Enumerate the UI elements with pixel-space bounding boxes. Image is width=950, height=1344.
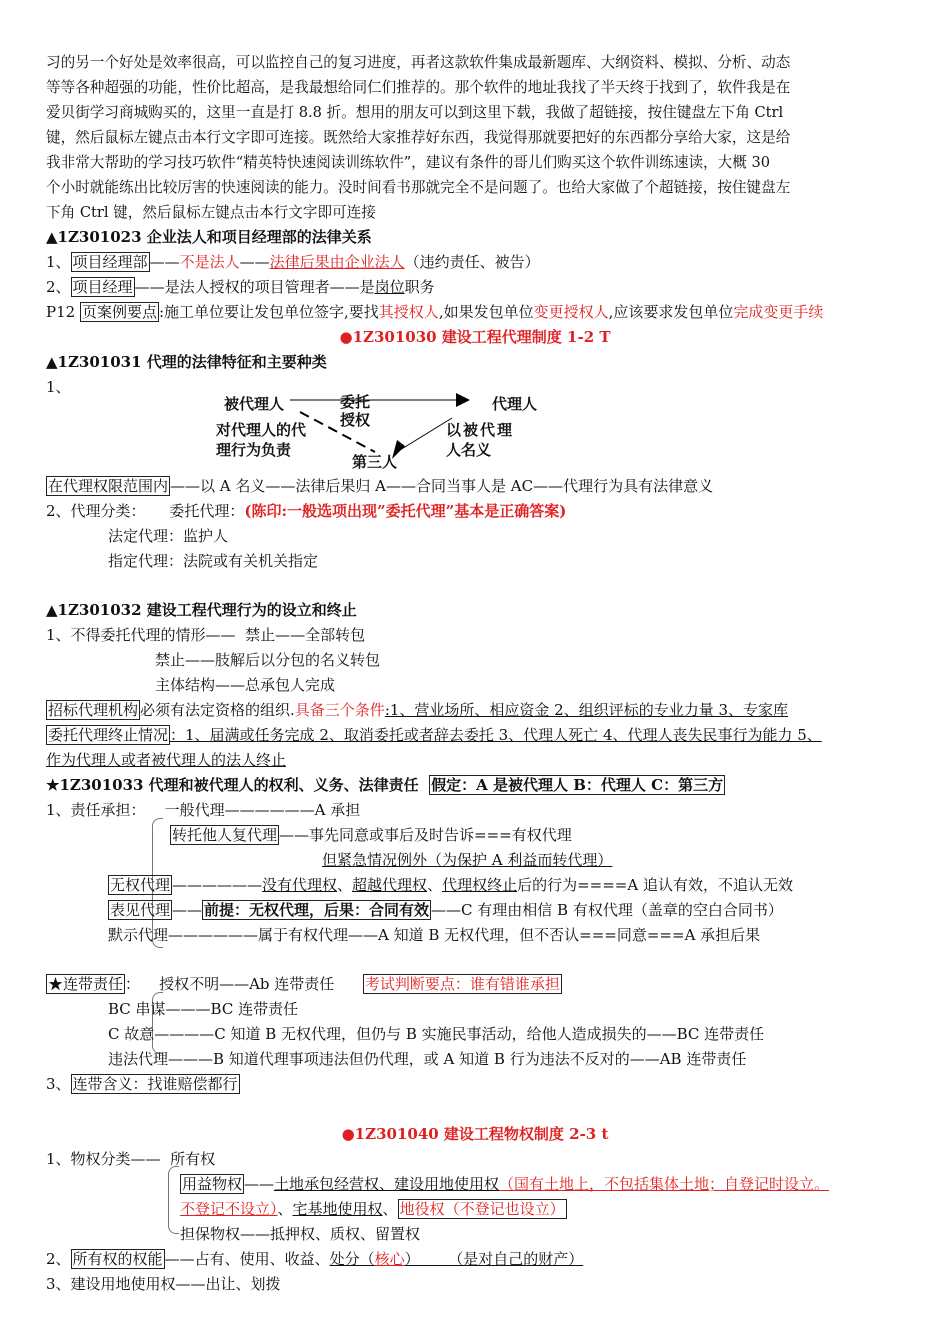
list-item: 3、建设用地使用权——出让、划拨 <box>46 1275 281 1293</box>
section-heading: ▲1Z301032 建设工程代理行为的设立和终止 <box>46 601 357 619</box>
list-item: 招标代理机构 必须有法定资格的组织.具备三个条件:1、营业场所、相应资金 2、组织评标的专业力量 3、专家库 <box>48 701 789 719</box>
entrust-label: 委托 <box>340 393 371 411</box>
list-item: 指定代理：法院或有关机关指定 <box>108 552 319 570</box>
list-item: 默示代理——————属于有权代理——A 知道 B 无权代理，但不否认===同意===A 承担后果 <box>108 926 761 944</box>
list-item: 不登记不设立）、宅基地使用权、 地役权（不登记也设立） <box>180 1200 565 1218</box>
in-name-label: 人名义 <box>446 441 492 459</box>
list-item: 2、 项目经理 ——是法人授权的项目管理者——是岗位职务 <box>46 278 435 296</box>
paragraph-line: 我非常大帮助的学习技巧软件“精英特快速阅读训练软件”，建议有条件的哥儿们购买这个软件训练速读，大概 30 <box>46 154 771 171</box>
section-heading: ▲1Z301031 代理的法律特征和主要种类 <box>46 353 327 371</box>
list-item: 3、 连带含义：找谁赔偿都行 <box>46 1075 238 1093</box>
list-item: 无权代理 ——————没有代理权、超越代理权、代理权终止后的行为====A 追认有效，不追认无效 <box>110 876 793 894</box>
list-number: 1、 <box>46 378 71 396</box>
case-note: P12 页案例要点 :施工单位要让发包单位签字,要找其授权人,如果发包单位变更授权人,应该要求发包单位完成变更手续 <box>46 303 824 321</box>
list-item: 1、不得委托代理的情形—— 禁止——全部转包 <box>46 626 366 644</box>
bracket <box>168 1166 179 1234</box>
list-item: 表见代理 —— 前提：无权代理，后果：合同有效 ——C 有理由相信 B 有权代理（盖章的空白合同书） <box>110 901 783 919</box>
list-item: ★连带责任 ： 授权不明——Ab 连带责任 考试判断要点：谁有错谁承担 <box>48 975 560 993</box>
list-item: 1、 项目经理部 ——不是法人——法律后果由企业法人（违约责任、被告） <box>46 253 540 271</box>
list-item: 用益物权 ——土地承包经营权、建设用地使用权（国有土地上，不包括集体土地；自登记时设立。 <box>182 1175 830 1193</box>
paragraph-line: 键，然后鼠标左键点击本行文字即可连接。既然给大家推荐好东西，我觉得那就要把好的东西都分享给大家，这是给 <box>46 129 791 146</box>
paragraph-line: 个小时就能练出比较厉害的快速阅读的能力。没时间看书那就完全不是问题了。也给大家做了个超链接，按住键盘左 <box>46 179 791 196</box>
chapter-heading: ●1Z301030 建设工程代理制度 1-2 T <box>339 328 611 346</box>
section-heading: ▲1Z301023 企业法人和项目经理部的法律关系 <box>46 228 372 246</box>
list-item: 禁止——肢解后以分包的名义转包 <box>155 651 381 669</box>
paragraph-line: 爱贝街学习商城购买的，这里一直是打 8.8 折。想用的朋友可以到这里下载，我做了超链接，按住键盘左下角 Ctrl <box>46 104 784 121</box>
list-item: 转托他人复代理 ——事先同意或事后及时告诉===有权代理 <box>172 826 572 844</box>
in-name-label: 以被代理 <box>446 421 515 439</box>
list-item: 委托代理终止情况 ：1、届满或任务完成 2、取消委托或者辞去委托 3、代理人死亡 4、代理人丧失民事行为能力 5、 <box>48 726 822 744</box>
list-item: 1、责任承担： 一般代理——————A 承担 <box>46 801 361 819</box>
list-item: 1、物权分类—— 所有权 <box>46 1150 216 1168</box>
list-item: C 故意————C 知道 B 无权代理，但仍与 B 实施民事活动，给他人造成损失的——BC 连带责任 <box>108 1025 765 1043</box>
principal-label: 被代理人 <box>224 395 285 413</box>
diagram-lines <box>0 0 950 480</box>
list-item: 违法代理———B 知道代理事项违法但仍代理，或 A 知道 B 行为违法不反对的——AB 连带责任 <box>108 1050 747 1068</box>
agent-label: 代理人 <box>492 395 538 413</box>
list-item: 担保物权——抵押权、质权、留置权 <box>180 1225 421 1243</box>
list-item: 但紧急情况例外（为保护 A 利益而转代理） <box>322 851 613 869</box>
responsibility-label: 理行为负责 <box>216 441 292 459</box>
in-name-line <box>400 418 452 450</box>
list-item: 法定代理：监护人 <box>108 527 229 545</box>
list-item: 2、 所有权的权能 ——占有、使用、收益、处分（核心） （是对自己的财产） <box>46 1250 584 1268</box>
list-item: 主体结构——总承包人完成 <box>155 676 336 694</box>
list-item: 作为代理人或者被代理人的法人终止 <box>46 751 287 769</box>
section-heading: ★1Z301033 代理和被代理人的权利、义务、法律责任 假定：A 是被代理人 B：代理人 C：第三方 <box>46 776 724 794</box>
paragraph-line: 下角 Ctrl 键，然后鼠标左键点击本行文字即可连接 <box>46 204 376 221</box>
list-item: BC 串谋———BC 连带责任 <box>108 1000 299 1018</box>
chapter-heading: ●1Z301040 建设工程物权制度 2-3 t <box>341 1125 609 1143</box>
paragraph-line: 习的另一个好处是效率很高，可以监控自己的复习进度，再者这款软件集成最新题库、大纲资料、模拟、分析、动态 <box>46 54 791 71</box>
list-item: 在代理权限范围内 ——以 A 名义——法律后果归 A——合同当事人是 AC——代理行为具有法律意义 <box>48 477 714 495</box>
third-party-label: 第三人 <box>352 453 398 471</box>
responsibility-label: 对代理人的代 <box>216 421 307 439</box>
list-item: 2、代理分类： 委托代理：(陈印:一般选项出现”委托代理”基本是正确答案) <box>46 502 567 520</box>
paragraph-line: 等等各种超强的功能，性价比超高，是我最想给同仁们推荐的。那个软件的地址我找了半天终于找到了，软件我是在 <box>46 79 791 96</box>
arrowhead-icon <box>456 393 470 407</box>
authorize-label: 授权 <box>340 411 371 429</box>
